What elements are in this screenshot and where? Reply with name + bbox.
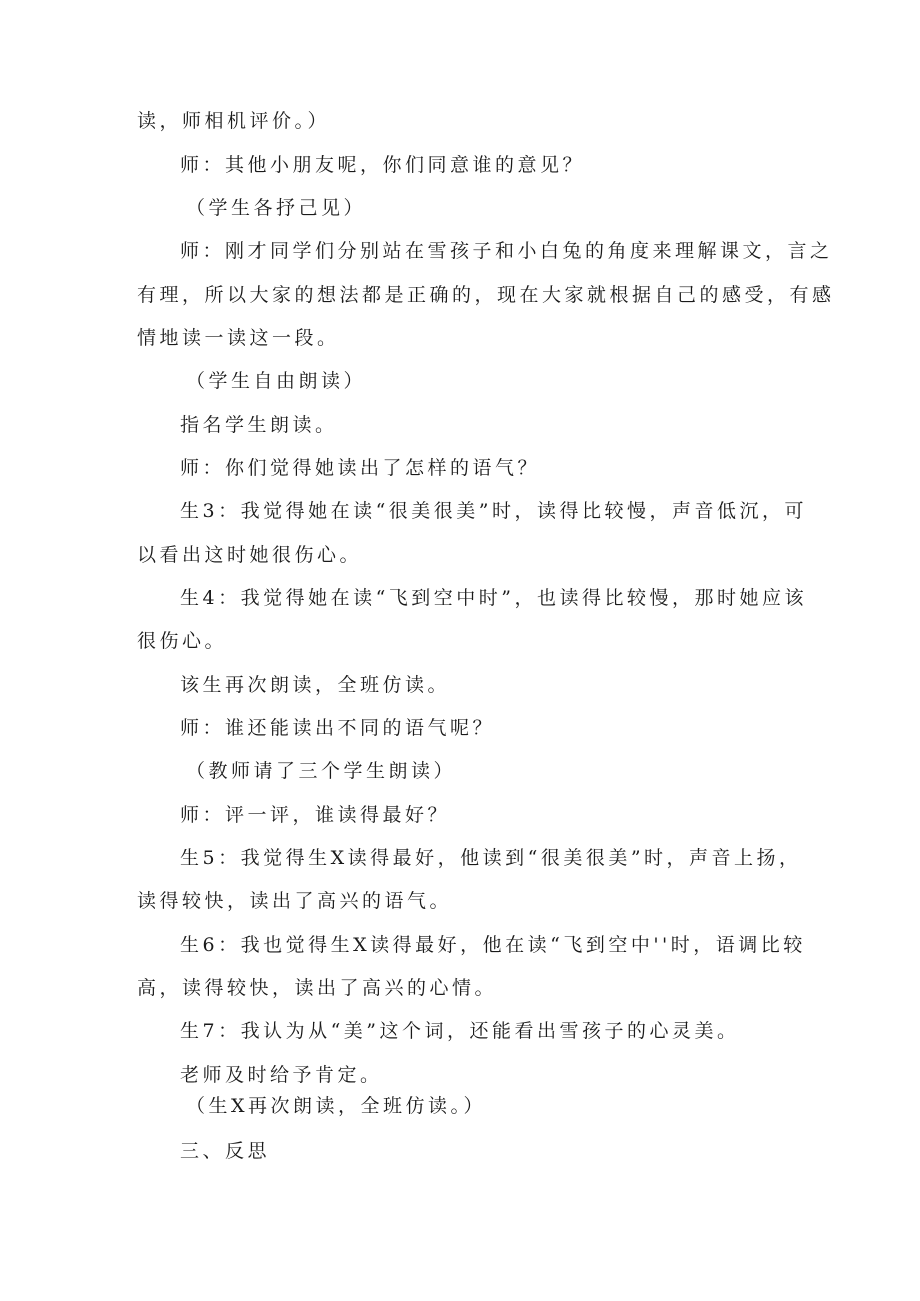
text-line: （学生各抒己见）: [186, 197, 367, 219]
text-line: 师：其他小朋友呢，你们同意谁的意见？: [180, 154, 586, 176]
text-line: 该生再次朗读，全班仿读。: [180, 674, 451, 696]
text-line: 生6：我也觉得生X读得最好，他在读“飞到空中''时，语调比较: [180, 934, 806, 956]
text-line: （学生自由朗读）: [186, 370, 367, 392]
text-line: 生4：我觉得她在读“飞到空中时”，也读得比较慢，那时她应该: [180, 587, 808, 609]
section-heading: 三、反思: [180, 1140, 271, 1162]
text-line: 师：谁还能读出不同的语气呢？: [180, 717, 496, 739]
text-line: 老师及时给予肯定。: [180, 1064, 383, 1086]
text-line: 生7：我认为从“美”这个词，还能看出雪孩子的心灵美。: [180, 1020, 740, 1042]
text-line: 以看出这时她很伤心。: [137, 544, 363, 566]
text-line: 生3：我觉得她在读“很美很美”时，读得比较慢，声音低沉，可: [180, 500, 808, 522]
text-line: 情地读一读这一段。: [137, 327, 340, 349]
text-line: 指名学生朗读。: [180, 414, 338, 436]
text-line: 师：刚才同学们分别站在雪孩子和小白兔的角度来理解课文，言之: [180, 240, 833, 262]
text-line: 读得较快，读出了高兴的语气。: [137, 890, 453, 912]
text-line: 生5：我觉得生X读得最好，他读到“很美很美”时，声音上扬，: [180, 847, 802, 869]
text-line: 高，读得较快，读出了高兴的心情。: [137, 977, 498, 999]
text-line: （生X再次朗读，全班仿读。）: [186, 1095, 487, 1117]
text-line: 读，师相机评价。）: [137, 110, 331, 132]
text-line: （教师请了三个学生朗读）: [186, 760, 457, 782]
text-line: 师：评一评，谁读得最好？: [180, 804, 451, 826]
text-line: 有理，所以大家的想法都是正确的，现在大家就根据自己的感受，有感: [137, 284, 835, 306]
text-line: 师：你们觉得她读出了怎样的语气？: [180, 457, 541, 479]
text-line: 很伤心。: [137, 630, 228, 652]
